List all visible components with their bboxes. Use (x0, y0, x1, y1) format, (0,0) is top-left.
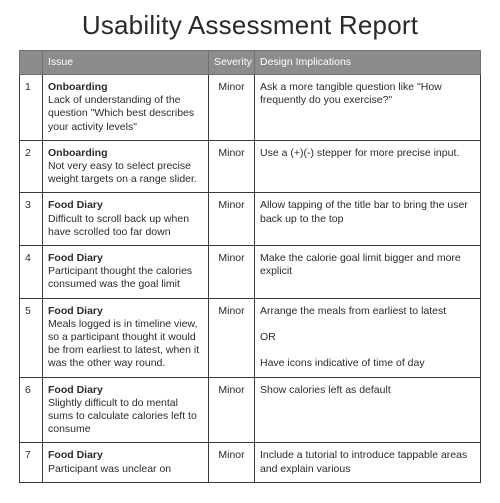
issue-cell (43, 443, 209, 482)
table-row (20, 75, 481, 141)
issue-cell (43, 246, 209, 299)
row-number: 2 (20, 140, 43, 193)
implication-text: Have icons indicative of time of day (260, 357, 425, 370)
severity-cell: Minor (209, 140, 255, 193)
implication-text: Make the calorie goal limit bigger and more explicit (260, 252, 461, 278)
implications-cell (255, 193, 481, 246)
issue-cell (43, 140, 209, 193)
row-number: 6 (20, 377, 43, 443)
implications-cell (255, 377, 481, 443)
issue-cell (43, 377, 209, 443)
implication-text: Include a tutorial to introduce tappable areas and explain various (260, 449, 468, 475)
severity-cell: Minor (209, 443, 255, 482)
table-row (20, 246, 481, 299)
issue-category: Food Diary (48, 199, 103, 212)
header-num (20, 51, 43, 75)
severity-cell: Minor (209, 377, 255, 443)
issue-category: Food Diary (48, 252, 103, 265)
issue-description: Participant was unclear on (48, 462, 172, 475)
implication-text: Arrange the meals from earliest to latest (260, 304, 447, 317)
issue-cell (43, 193, 209, 246)
header-implications: Design Implications (255, 51, 481, 75)
implication-text: OR (260, 330, 276, 343)
severity-cell: Minor (209, 298, 255, 377)
issue-category: Food Diary (48, 383, 103, 396)
implications-cell (255, 75, 481, 141)
implication-text: Ask a more tangible question like "How frequently do you exercise?" (260, 81, 442, 107)
table-row (20, 443, 481, 482)
row-number: 4 (20, 246, 43, 299)
issue-description: Slightly difficult to do mental sums to calculate calories left to consume (48, 396, 197, 436)
row-number: 3 (20, 193, 43, 246)
severity-cell: Minor (209, 75, 255, 141)
issue-category: Onboarding (48, 81, 108, 93)
table-row (20, 298, 481, 377)
severity-cell: Minor (209, 193, 255, 246)
usability-table (19, 50, 481, 483)
issue-description: Meals logged is in timeline view, so a participant thought it would be from earliest to latest, when it was the other way round. (48, 317, 200, 370)
table-header-row (20, 51, 481, 75)
implications-cell (255, 246, 481, 299)
table-row (20, 140, 481, 193)
issue-description: Lack of understanding of the question "Which best describes your activity levels" (48, 94, 195, 133)
issue-description: Not very easy to select precise weight targets on a range slider. (48, 160, 197, 186)
row-number: 5 (20, 298, 43, 377)
issue-category: Food Diary (48, 304, 103, 317)
row-number: 1 (20, 75, 43, 141)
issue-description: Difficult to scroll back up when have scrolled too far down (48, 212, 190, 238)
issue-description: Participant thought the calories consumed was the goal limit (48, 265, 193, 291)
table-row (20, 193, 481, 246)
implication-text: Show calories left as default (260, 383, 391, 396)
issue-cell (43, 75, 209, 141)
severity-cell: Minor (209, 246, 255, 299)
implications-cell (255, 443, 481, 482)
header-issue: Issue (43, 51, 209, 75)
issue-cell (43, 298, 209, 377)
implications-cell (255, 140, 481, 193)
issue-category: Food Diary (48, 449, 103, 462)
page-title: Usability Assessment Report (81, 10, 419, 40)
issue-category: Onboarding (48, 146, 108, 159)
row-number: 7 (20, 443, 43, 482)
table-row (20, 377, 481, 443)
header-severity: Severity (209, 51, 255, 75)
implication-text: Use a (+)(-) stepper for more precise input. (260, 146, 460, 159)
implication-text: Allow tapping of the title bar to bring the user back up to the top (260, 199, 468, 225)
implications-cell (255, 298, 481, 377)
